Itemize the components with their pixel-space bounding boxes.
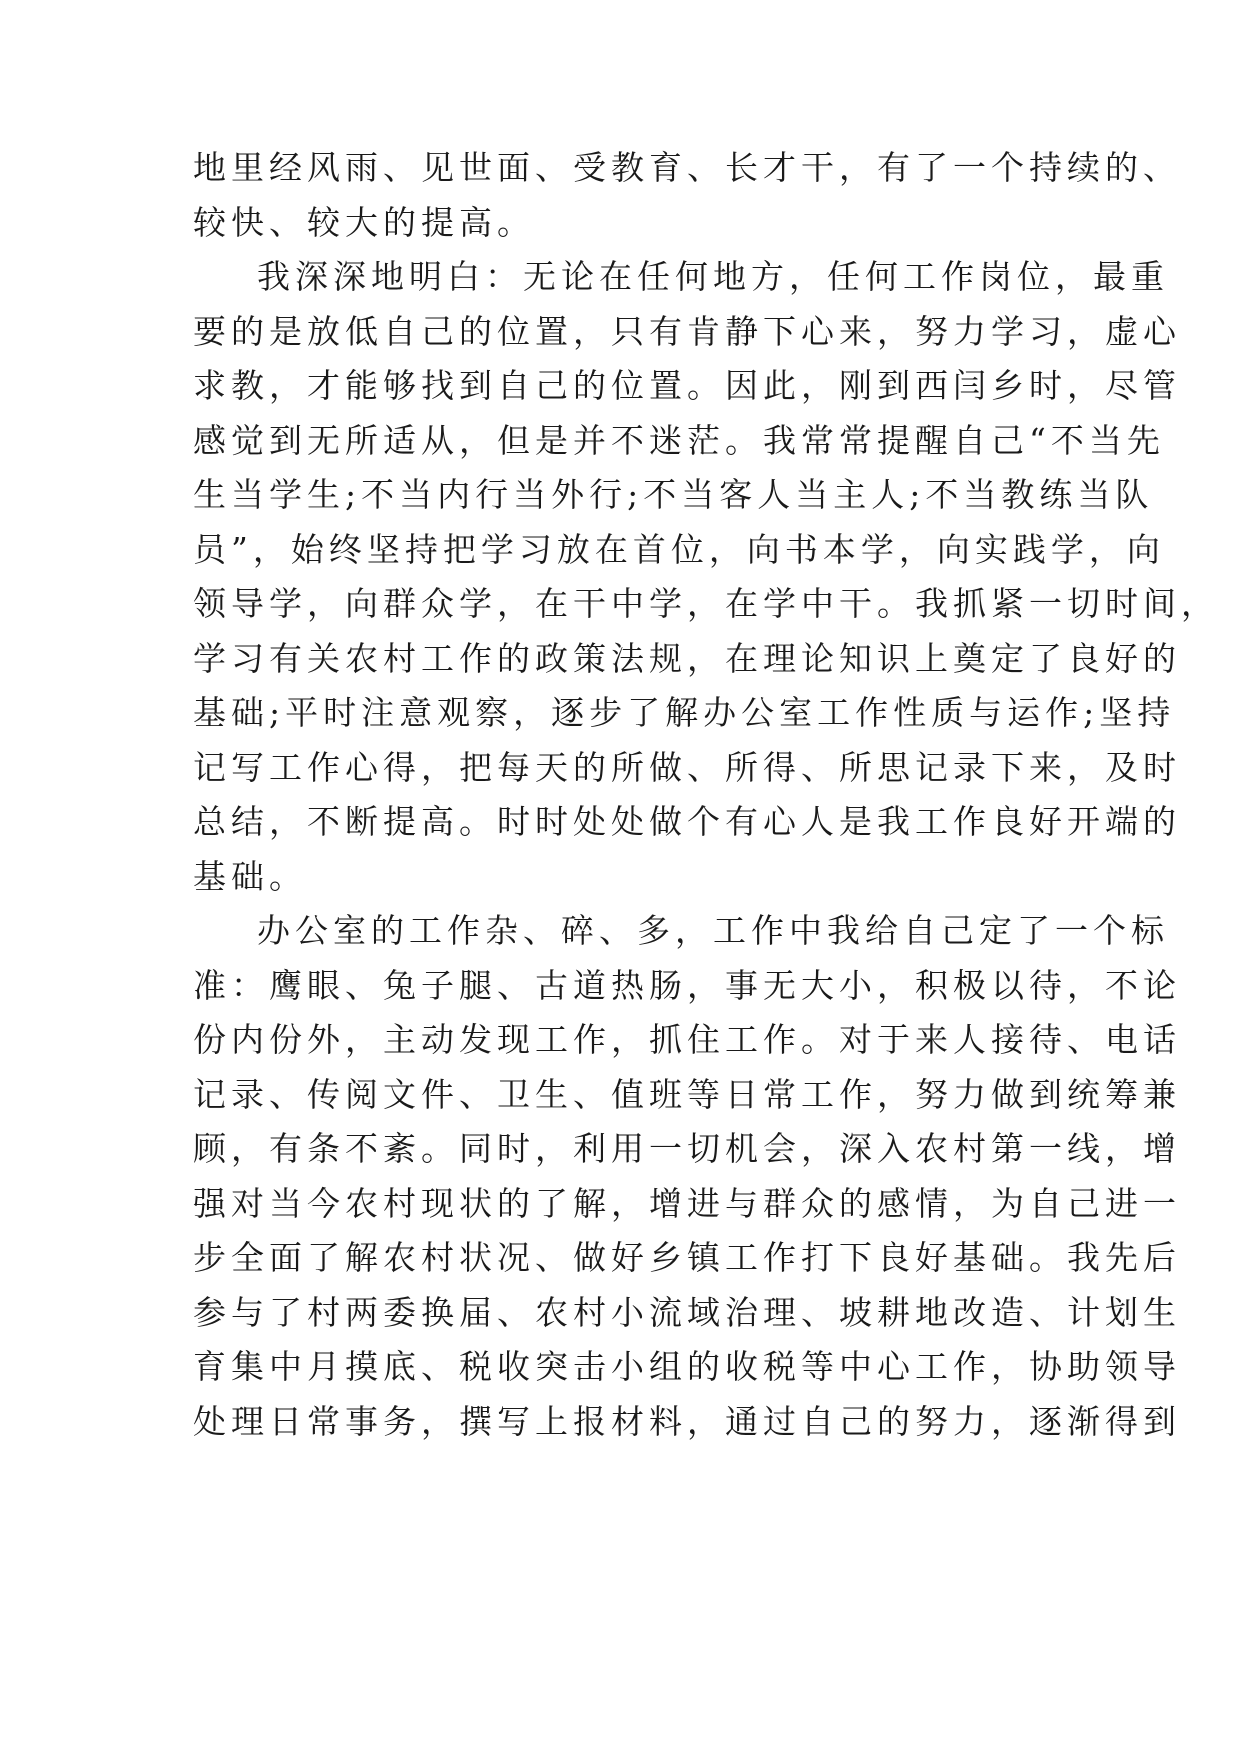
text-line: 处理日常事务，撰写上报材料，通过自己的努力，逐渐得到: [193, 1402, 1181, 1441]
text-line: 记录、传阅文件、卫生、值班等日常工作，努力做到统筹兼: [193, 1075, 1181, 1114]
text-line: 要的是放低自己的位置，只有肯静下心来，努力学习，虚心: [193, 312, 1181, 351]
text-line: 学习有关农村工作的政策法规，在理论知识上奠定了良好的: [193, 639, 1181, 678]
text-line: 感觉到无所适从，但是并不迷茫。我常常提醒自己“不当先: [193, 421, 1165, 460]
text-line: 参与了村两委换届、农村小流域治理、坡耕地改造、计划生: [193, 1293, 1181, 1332]
text-line: 顾，有条不紊。同时，利用一切机会，深入农村第一线，增: [193, 1129, 1181, 1168]
text-line: 总结，不断提高。时时处处做个有心人是我工作良好开端的: [193, 802, 1181, 841]
paragraph-start-line: 我深深地明白：无论在任何地方，任何工作岗位，最重: [257, 257, 1169, 296]
text-line: 份内份外，主动发现工作，抓住工作。对于来人接待、电话: [193, 1020, 1181, 1059]
text-line: 生当学生;不当内行当外行;不当客人当主人;不当教练当队: [193, 475, 1154, 514]
paragraph-start-line: 办公室的工作杂、碎、多，工作中我给自己定了一个标: [257, 911, 1169, 950]
text-line: 记写工作心得，把每天的所做、所得、所思记录下来，及时: [193, 748, 1181, 787]
text-line: 求教，才能够找到自己的位置。因此，刚到西闫乡时，尽管: [193, 366, 1181, 405]
text-line: 领导学，向群众学，在干中学，在学中干。我抓紧一切时间，: [193, 584, 1219, 623]
text-line: 准：鹰眼、兔子腿、古道热肠，事无大小，积极以待，不论: [193, 966, 1181, 1005]
text-line: 地里经风雨、见世面、受教育、长才干，有了一个持续的、: [193, 148, 1181, 187]
text-line: 强对当今农村现状的了解，增进与群众的感情，为自己进一: [193, 1184, 1181, 1223]
text-line: 基础。: [193, 857, 307, 896]
text-line: 员”，始终坚持把学习放在首位，向书本学，向实践学，向: [193, 530, 1165, 569]
text-line: 较快、较大的提高。: [193, 203, 535, 242]
text-line: 育集中月摸底、税收突击小组的收税等中心工作，协助领导: [193, 1347, 1181, 1386]
text-line: 步全面了解农村状况、做好乡镇工作打下良好基础。我先后: [193, 1238, 1181, 1277]
text-line: 基础;平时注意观察，逐步了解办公室工作性质与运作;坚持: [193, 693, 1176, 732]
